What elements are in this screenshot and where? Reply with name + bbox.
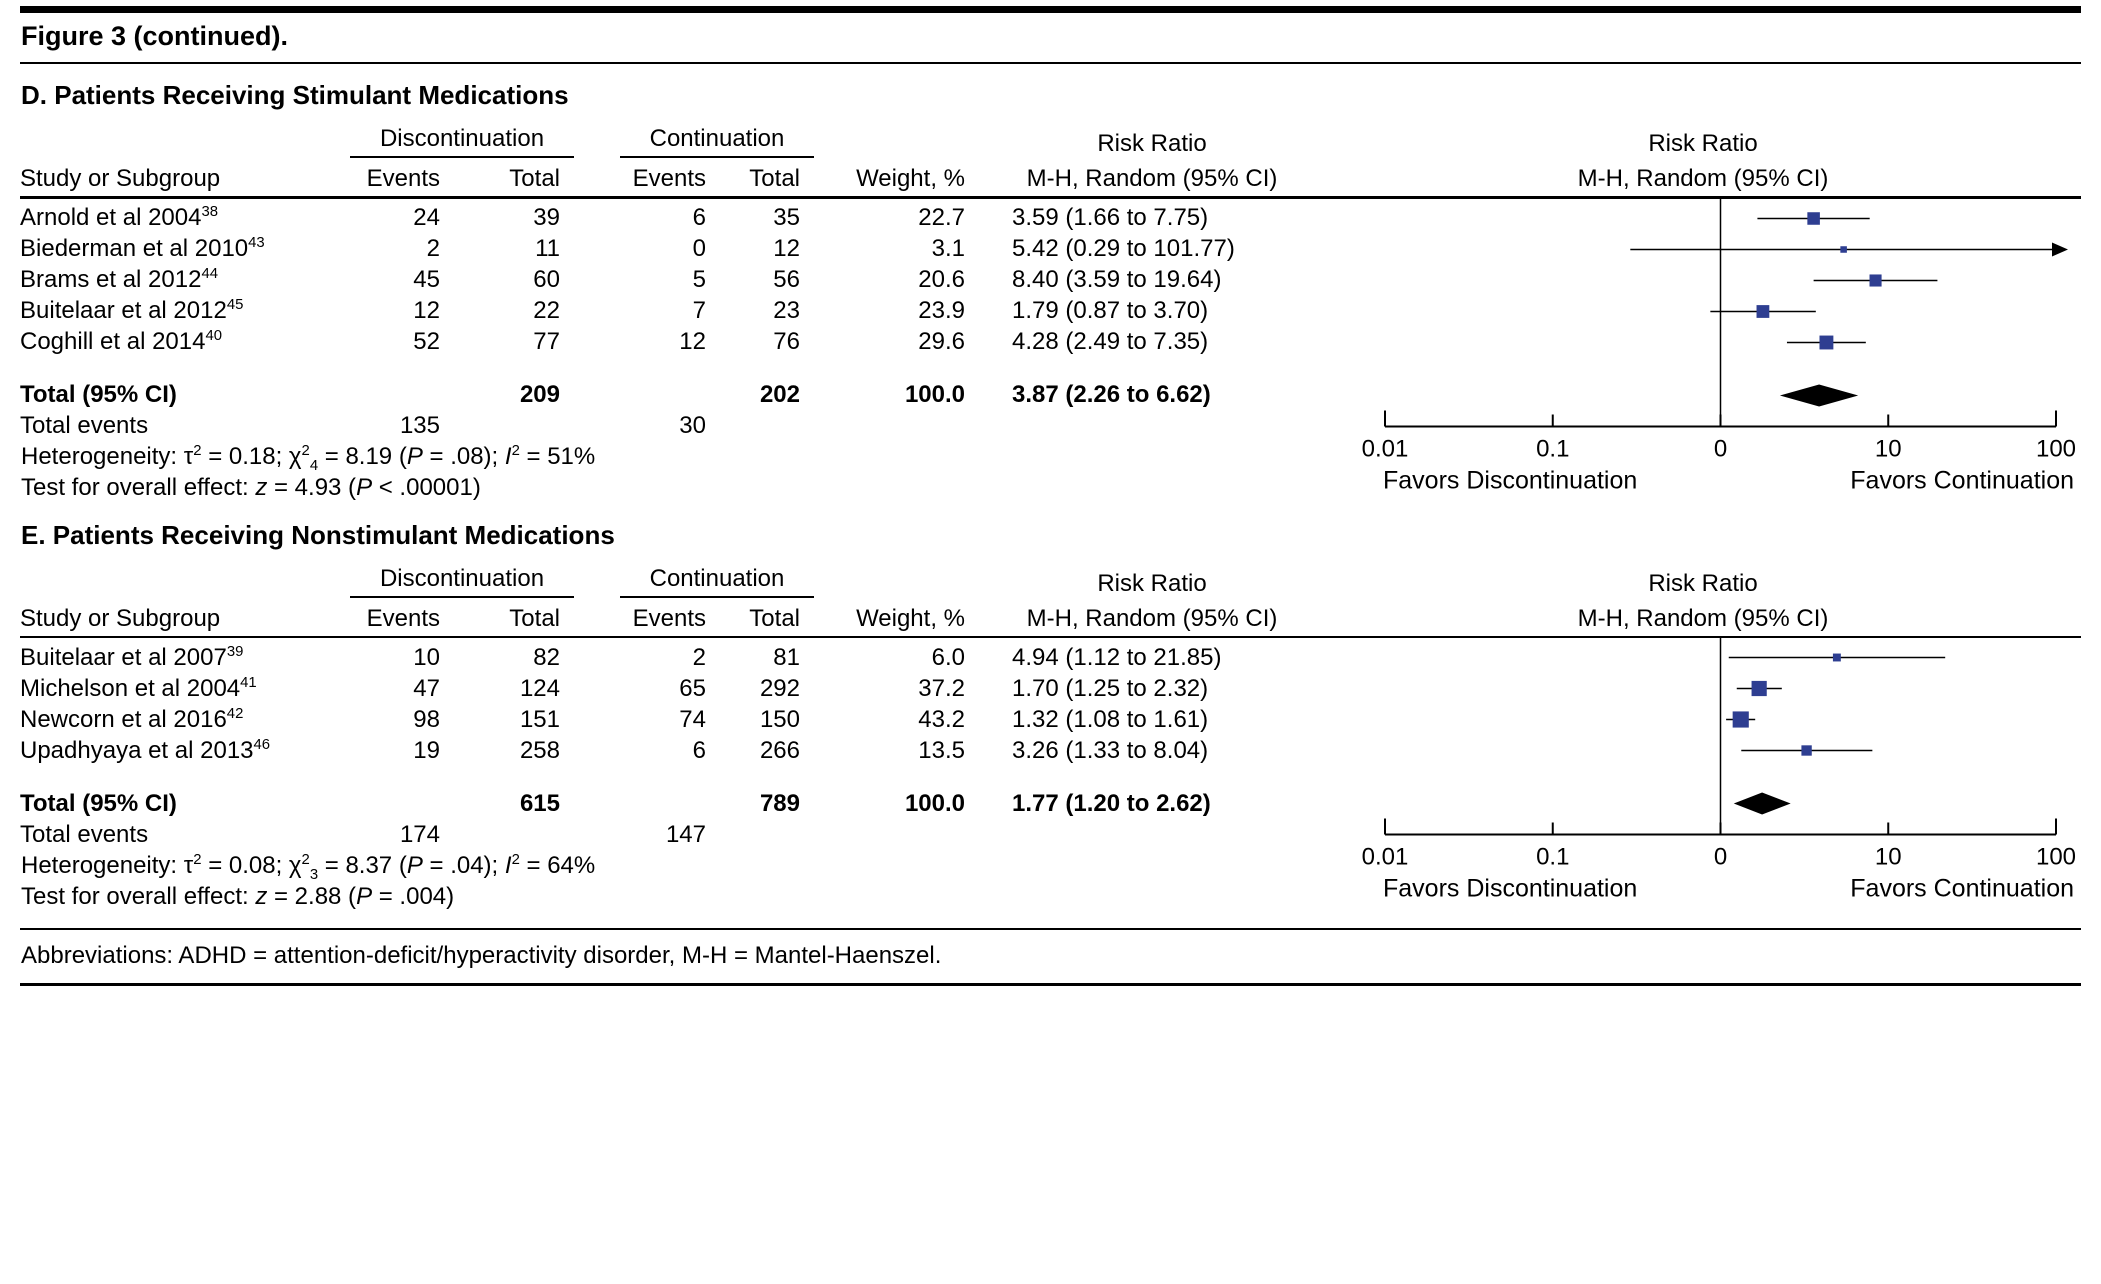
weight: 3.1: [931, 235, 965, 262]
study-label: Newcorn et al 2016$^{42}$: [20, 705, 244, 733]
risk-ratio-text-header-line2: M-H, Random (95% CI): [1026, 165, 1278, 192]
cont-events: 5: [692, 266, 706, 293]
effect-square: [1733, 711, 1749, 727]
total-diamond: [1734, 793, 1791, 815]
disc-events: 98: [413, 705, 440, 733]
axis-tick-label: 0: [1713, 843, 1728, 871]
disc-events-header: Events: [366, 165, 440, 192]
disc-events: 24: [413, 204, 440, 231]
axis-tick-label: 0.1: [1536, 435, 1570, 462]
effect-square: [1833, 654, 1841, 662]
disc-total: 82: [533, 643, 560, 671]
effect-square: [1752, 681, 1767, 696]
risk-ratio-plot-header-line2: M-H, Random (95% CI): [1577, 604, 1829, 632]
top-border-rule: [20, 6, 2081, 13]
risk-ratio-plot-header-line2: M-H, Random (95% CI): [1577, 165, 1829, 192]
risk-ratio-value: 3.59 (1.66 to 7.75): [1012, 204, 1209, 231]
risk-ratio-text-header-line2: M-H, Random (95% CI): [1026, 604, 1278, 632]
cont-total-header: Total: [749, 604, 800, 632]
disc-total: 39: [533, 204, 560, 231]
study-marker: [1741, 745, 1872, 755]
disc-total: 258: [519, 736, 560, 764]
total-events-label: Total events: [20, 412, 149, 439]
title-divider-rule: [20, 62, 2081, 64]
disc-total: 77: [533, 328, 560, 355]
reference-superscript: 43: [248, 235, 265, 251]
cont-events: 2: [692, 643, 706, 671]
cont-total: 150: [759, 705, 800, 733]
cont-total: 76: [773, 328, 800, 355]
study-marker: [1757, 212, 1869, 225]
study-marker: [1726, 711, 1755, 727]
cont-total: 12: [773, 235, 800, 262]
discontinuation-group-label: Discontinuation: [350, 565, 574, 598]
disc-events: 2: [426, 235, 440, 262]
weight: 29.6: [918, 328, 965, 355]
discontinuation-group-header: [350, 125, 574, 158]
cont-total: 23: [773, 297, 800, 324]
study-marker: [1814, 274, 1938, 286]
disc-events: 52: [413, 328, 440, 355]
cont-total: 35: [773, 204, 800, 231]
forest-plot: [1325, 203, 2081, 504]
risk-ratio-value: 4.28 (2.49 to 7.35): [1012, 328, 1209, 355]
header-rule: [20, 636, 2081, 639]
cont-events: 65: [679, 674, 706, 702]
total-events-label: Total events: [20, 820, 149, 848]
axis-tick-label: 0.01: [1361, 435, 1409, 462]
axis-tick-label: 10: [1874, 843, 1902, 871]
study-marker: [1630, 242, 2068, 256]
disc-total-sum: 209: [519, 381, 560, 408]
weight-total: 100.0: [904, 381, 965, 408]
disc-events-sum: 174: [399, 820, 440, 848]
cont-total: 81: [773, 643, 800, 671]
effect-square: [1840, 246, 1847, 253]
study-marker: [1710, 305, 1815, 318]
forest-plot-panel-1: [20, 520, 2081, 913]
weight: 22.7: [918, 204, 965, 231]
cont-events-header: Events: [632, 165, 706, 192]
disc-total: 124: [519, 674, 560, 702]
weight: 20.6: [918, 266, 965, 293]
study-label: Upadhyaya et al 2013$^{46}$: [20, 736, 271, 764]
reference-superscript: 45: [226, 297, 244, 313]
column-header-row: [20, 160, 2081, 195]
risk-ratio-value: 1.79 (0.87 to 3.70): [1012, 297, 1209, 324]
study-label: Coghill et al 2014$^{40}$: [20, 328, 223, 355]
disc-total: 22: [533, 297, 560, 324]
study-label: Buitelaar et al 2007$^{39}$: [20, 643, 244, 671]
cont-events: 12: [679, 328, 706, 355]
study-marker: [1729, 654, 1945, 662]
study-label: Arnold et al 2004$^{38}$: [20, 204, 219, 231]
effect-square: [1801, 745, 1811, 755]
risk-ratio-value: 1.70 (1.25 to 2.32): [1012, 674, 1209, 702]
ci-arrow: [2052, 242, 2068, 256]
risk-ratio-value: 5.42 (0.29 to 101.77): [1012, 235, 1235, 262]
total-label: Total (95% CI): [20, 381, 177, 408]
rows-area: [20, 642, 2081, 912]
continuation-group-label: Continuation: [620, 565, 814, 598]
risk-ratio-value: 4.94 (1.12 to 21.85): [1012, 643, 1222, 671]
discontinuation-group-label: Discontinuation: [350, 125, 574, 158]
weight: 37.2: [918, 674, 965, 702]
weight-header: Weight, %: [856, 165, 965, 192]
rows-area: [20, 203, 2081, 504]
abbreviations-note: Abbreviations: ADHD = attention-deficit/hyperactivity disorder, M-H = Mantel-Haenszel.: [21, 942, 942, 969]
disc-total-header: Total: [509, 165, 560, 192]
overall-effect-text: Test for overall effect: z = 4.93 (P < .00001): [21, 474, 481, 501]
risk-ratio-value: 3.26 (1.33 to 8.04): [1012, 736, 1209, 764]
weight: 23.9: [918, 297, 965, 324]
favors-left-label: Favors Discontinuation: [1383, 874, 1638, 903]
cont-events: 74: [679, 705, 706, 733]
overall-effect-text: Test for overall effect: z = 2.88 (P = .004): [21, 882, 455, 910]
reference-superscript: 40: [205, 328, 223, 344]
figure-title: Figure 3 (continued).: [21, 21, 288, 51]
cont-events-sum: 30: [679, 412, 706, 439]
reference-superscript: 46: [253, 736, 271, 753]
favors-right-label: Favors Continuation: [1850, 874, 2074, 903]
study-column-header: Study or Subgroup: [20, 604, 221, 632]
cont-total-sum: 789: [759, 789, 800, 817]
disc-total-sum: 615: [519, 789, 560, 817]
disc-events: 19: [413, 736, 440, 764]
risk-ratio-plot-header-line1: Risk Ratio: [1648, 130, 1758, 157]
weight-header: Weight, %: [856, 604, 965, 632]
axis-tick-label: 100: [2035, 435, 2077, 462]
cont-total: 266: [759, 736, 800, 764]
favors-right-label: Favors Continuation: [1850, 466, 2074, 494]
risk-ratio-value: 8.40 (3.59 to 19.64): [1012, 266, 1222, 293]
weight: 13.5: [918, 736, 965, 764]
risk-ratio-total: 1.77 (1.20 to 2.62): [1012, 789, 1211, 817]
axis-tick-label: 0.01: [1361, 843, 1409, 871]
forest-plot-panel-0: [20, 80, 2081, 504]
effect-square: [1757, 305, 1770, 318]
favors-left-label: Favors Discontinuation: [1383, 466, 1638, 494]
disc-events: 45: [413, 266, 440, 293]
cont-events: 6: [692, 204, 706, 231]
reference-superscript: 42: [226, 705, 244, 722]
axis-tick-label: 0: [1713, 435, 1728, 462]
risk-ratio-total: 3.87 (2.26 to 6.62): [1012, 381, 1211, 408]
axis-tick-label: 0.1: [1536, 843, 1570, 871]
risk-ratio-value: 1.32 (1.08 to 1.61): [1012, 705, 1209, 733]
heterogeneity-text: Heterogeneity: $\tau^2 = 0.18$; $\chi^2_4 = 8.19$ (P = .08); $I^2 = 51\%$: [21, 443, 596, 474]
axis-tick-label: 100: [2035, 843, 2077, 871]
panel-heading: E. Patients Receiving Nonstimulant Medications: [21, 519, 615, 550]
panel-heading: D. Patients Receiving Stimulant Medications: [21, 80, 569, 110]
total-label: Total (95% CI): [20, 789, 177, 817]
column-header-row: [20, 600, 2081, 635]
disc-events: 10: [413, 643, 440, 671]
study-label: Buitelaar et al 2012$^{45}$: [20, 297, 244, 324]
cont-events-header: Events: [632, 604, 706, 632]
discontinuation-group-header: [350, 565, 574, 598]
axis-tick-label: 10: [1874, 435, 1902, 462]
disc-total: 11: [535, 235, 560, 262]
study-label: Biederman et al 2010$^{43}$: [20, 235, 265, 262]
weight: 43.2: [918, 705, 965, 733]
cont-events: 0: [692, 235, 706, 262]
effect-square: [1870, 274, 1882, 286]
cont-events: 7: [692, 297, 706, 324]
reference-superscript: 44: [201, 266, 218, 282]
weight-total: 100.0: [904, 789, 965, 817]
continuation-group-header: [574, 565, 814, 598]
heterogeneity-text: Heterogeneity: $\tau^2 = 0.08$; $\chi^2_3 = 8.37$ (P = .04); $I^2 = 64\%$: [21, 851, 596, 883]
risk-ratio-plot-header-line1: Risk Ratio: [1648, 569, 1758, 597]
study-marker: [1737, 681, 1782, 696]
reference-superscript: 41: [240, 674, 257, 691]
cont-total: 292: [759, 674, 800, 702]
study-label: Michelson et al 2004$^{41}$: [20, 674, 257, 702]
disc-total: 60: [533, 266, 560, 293]
study-column-header: Study or Subgroup: [20, 165, 221, 192]
forest-plot: [1325, 642, 2081, 912]
continuation-group-label: Continuation: [620, 125, 814, 158]
header-rule: [20, 196, 2081, 199]
reference-superscript: 38: [201, 204, 219, 220]
cont-total-sum: 202: [759, 381, 800, 408]
disc-events: 47: [413, 674, 440, 702]
reference-superscript: 39: [226, 643, 244, 660]
risk-ratio-text-header-line1: Risk Ratio: [1097, 130, 1207, 157]
group-header-row: [20, 563, 2081, 600]
disc-total-header: Total: [509, 604, 560, 632]
disc-events-sum: 135: [399, 412, 440, 439]
cont-total: 56: [773, 266, 800, 293]
weight: 6.0: [931, 643, 965, 671]
risk-ratio-text-header-line1: Risk Ratio: [1097, 569, 1207, 597]
cont-events-sum: 147: [665, 820, 706, 848]
study-marker: [1787, 335, 1866, 349]
effect-square: [1819, 335, 1833, 349]
cont-events: 6: [692, 736, 706, 764]
disc-events: 12: [413, 297, 440, 324]
effect-square: [1807, 212, 1820, 225]
study-label: Brams et al 2012$^{44}$: [20, 266, 218, 293]
continuation-group-header: [574, 125, 814, 158]
forest-plot-sections: [20, 80, 2081, 912]
group-header-row: [20, 123, 2081, 160]
cont-total-header: Total: [749, 165, 800, 192]
disc-events-header: Events: [366, 604, 440, 632]
bottom-border-rule: [20, 983, 2081, 986]
total-diamond: [1780, 384, 1858, 406]
disc-total: 151: [519, 705, 560, 733]
